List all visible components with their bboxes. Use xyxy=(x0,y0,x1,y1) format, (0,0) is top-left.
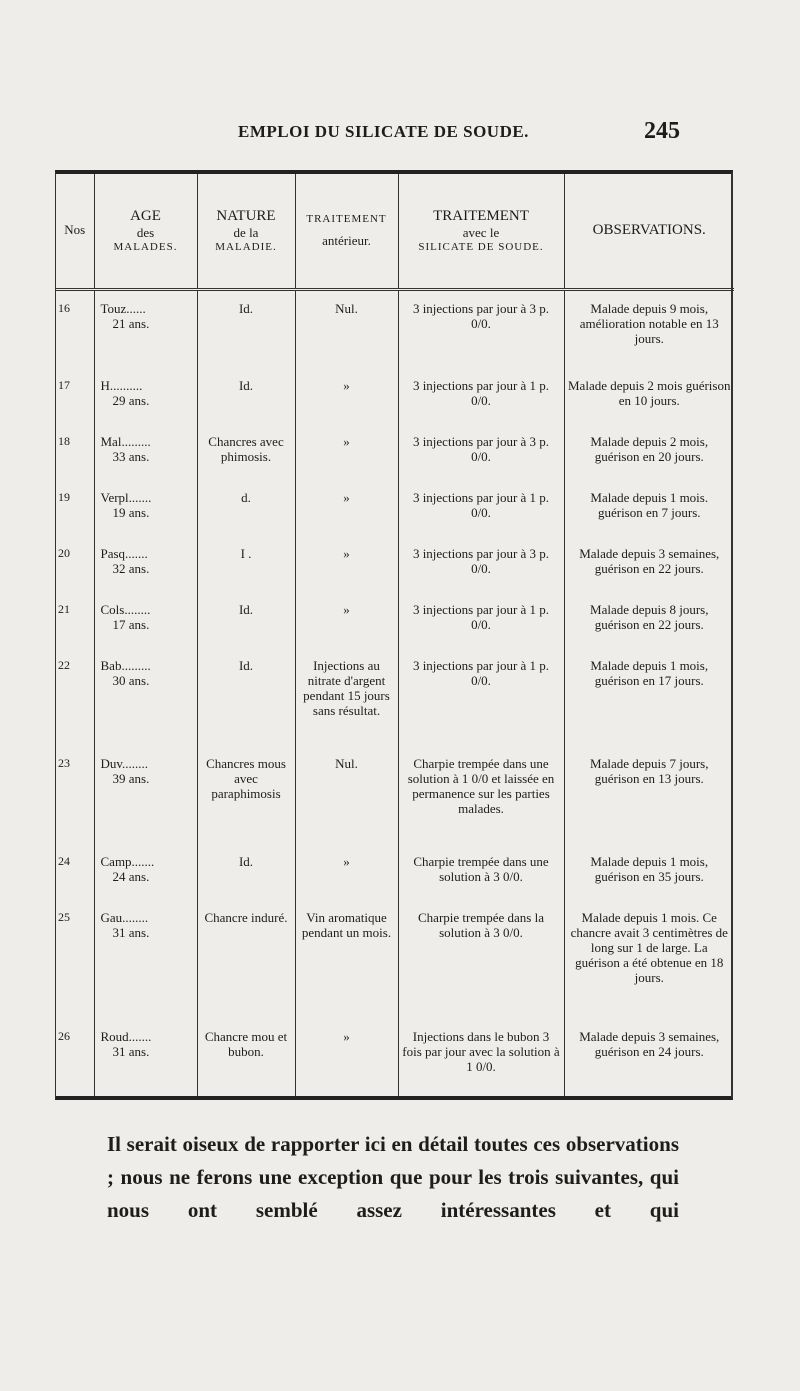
anterior-treatment: » xyxy=(295,480,398,536)
table-body xyxy=(56,289,734,1096)
anterior-treatment: » xyxy=(295,368,398,424)
patient-name: Duv........ xyxy=(100,755,149,771)
observation-cell: Malade depuis 1 mois. Ce chancre avait 3 centimètres de long sur 1 de large. La guérison a été obtenue en 18 jours. xyxy=(564,900,734,1019)
disease-nature: Id. xyxy=(197,844,295,900)
silicate-treatment: Charpie trempée dans une solution à 3 0/0. xyxy=(398,844,564,900)
anterior-treatment: Nul. xyxy=(295,289,398,368)
header-num: Nos xyxy=(56,174,94,289)
patient-age: 31 ans. xyxy=(112,924,150,940)
patient-name: Roud....... xyxy=(100,1028,152,1044)
observation-cell: Malade depuis 1 mois, guérison en 35 jours. xyxy=(564,844,734,900)
header-treatment: TRAITEMENT avec le SILICATE DE SOUDE. xyxy=(398,174,564,289)
table-header-row xyxy=(56,174,734,289)
row-number: 24 xyxy=(58,853,70,868)
silicate-treatment: Injections dans le bubon 3 fois par jour avec la solution à 1 0/0. xyxy=(398,1019,564,1096)
patient-age: 32 ans. xyxy=(112,561,150,577)
observation-cell: Malade depuis 9 mois, amélioration notable en 13 jours. xyxy=(564,289,734,368)
observation-cell: Malade depuis 2 mois guérison en 10 jours. xyxy=(564,368,734,424)
observation-cell: Malade depuis 1 mois, guérison en 17 jours. xyxy=(564,648,734,746)
patient-age: 24 ans. xyxy=(112,868,150,884)
row-number: 21 xyxy=(58,602,70,617)
patient-age: 30 ans. xyxy=(112,673,150,688)
patient-cell xyxy=(94,289,197,368)
patient-age: 19 ans. xyxy=(112,505,150,521)
silicate-treatment: 3 injections par jour à 1 p. 0/0. xyxy=(398,648,564,746)
row-number: 22 xyxy=(58,658,70,672)
patient-cell xyxy=(94,424,197,480)
row-number: 16 xyxy=(58,300,70,315)
observations-table xyxy=(55,170,733,1100)
patient-cell xyxy=(94,480,197,536)
anterior-treatment: Vin aromatique pendant un mois. xyxy=(295,900,398,1019)
row-number: 23 xyxy=(58,755,70,770)
observation-cell: Malade depuis 3 semaines, guérison en 22 jours. xyxy=(564,536,734,592)
disease-nature: Chancre mou et bubon. xyxy=(197,1019,295,1096)
patient-age: 31 ans. xyxy=(112,1043,150,1059)
anterior-treatment: » xyxy=(295,424,398,480)
observation-cell: Malade depuis 7 jours, guérison en 13 jours. xyxy=(564,746,734,844)
disease-nature: Chancres avec phimosis. xyxy=(197,424,295,480)
anterior-treatment: » xyxy=(295,844,398,900)
silicate-treatment: 3 injections par jour à 1 p. 0/0. xyxy=(398,368,564,424)
silicate-treatment: 3 injections par jour à 1 p. 0/0. xyxy=(398,480,564,536)
table-row xyxy=(56,480,734,536)
patient-cell xyxy=(94,536,197,592)
observation-cell: Malade depuis 1 mois. guérison en 7 jours. xyxy=(564,480,734,536)
row-number: 25 xyxy=(58,909,70,924)
table-row xyxy=(56,900,734,1019)
patient-cell xyxy=(94,900,197,1019)
patient-cell xyxy=(94,844,197,900)
page-number: 245 xyxy=(644,118,680,144)
disease-nature: Id. xyxy=(197,592,295,648)
table-row xyxy=(56,648,734,746)
disease-nature: Chancre induré. xyxy=(197,900,295,1019)
disease-nature: Id. xyxy=(197,368,295,424)
silicate-treatment: Charpie trempée dans la solution à 3 0/0. xyxy=(398,900,564,1019)
silicate-treatment: 3 injections par jour à 3 p. 0/0. xyxy=(398,536,564,592)
patient-name: Gau........ xyxy=(100,909,149,925)
table-row xyxy=(56,536,734,592)
patient-name: Bab......... xyxy=(100,658,151,673)
row-number: 26 xyxy=(58,1028,70,1043)
patient-age: 21 ans. xyxy=(112,315,150,331)
disease-nature: Id. xyxy=(197,289,295,368)
patient-age: 39 ans. xyxy=(112,770,150,786)
patient-cell xyxy=(94,648,197,746)
patient-cell xyxy=(94,368,197,424)
table-row xyxy=(56,368,734,424)
patient-name: H.......... xyxy=(100,378,143,394)
table-row xyxy=(56,746,734,844)
row-number: 20 xyxy=(58,546,70,561)
patient-cell xyxy=(94,1019,197,1096)
anterior-treatment: Nul. xyxy=(295,746,398,844)
patient-age: 29 ans. xyxy=(112,393,150,409)
anterior-treatment: » xyxy=(295,536,398,592)
patient-name: Pasq....... xyxy=(100,546,148,562)
patient-cell xyxy=(94,746,197,844)
table-row xyxy=(56,844,734,900)
table-row xyxy=(56,592,734,648)
anterior-treatment: » xyxy=(295,1019,398,1096)
silicate-treatment: 3 injections par jour à 3 p. 0/0. xyxy=(398,424,564,480)
observation-cell: Malade depuis 2 mois, guérison en 20 jours. xyxy=(564,424,734,480)
patient-name: Verpl....... xyxy=(100,490,152,506)
disease-nature: I . xyxy=(197,536,295,592)
page-header xyxy=(0,118,800,152)
row-number: 18 xyxy=(58,434,70,449)
row-number: 19 xyxy=(58,490,70,505)
silicate-treatment: 3 injections par jour à 1 p. 0/0. xyxy=(398,592,564,648)
disease-nature: Id. xyxy=(197,648,295,746)
silicate-treatment: Charpie trempée dans une solution à 1 0/0 et laissée en permanence sur les parties malades. xyxy=(398,746,564,844)
patient-age: 17 ans. xyxy=(112,617,150,633)
observation-cell: Malade depuis 3 semaines, guérison en 24 jours. xyxy=(564,1019,734,1096)
patient-name: Mal......... xyxy=(100,434,151,450)
body-paragraph: Il serait oiseux de rapporter ici en détail toutes ces observations ; nous ne ferons une exception que pour les trois suivantes, qui nous ont semblé assez intéressantes et qui xyxy=(107,1132,679,1222)
patient-name: Camp....... xyxy=(100,853,155,869)
anterior-treatment: Injections au nitrate d'argent pendant 15 jours sans résultat. xyxy=(295,648,398,746)
patient-name: Touz...... xyxy=(100,300,146,316)
disease-nature: Chancres mous avec paraphimosis xyxy=(197,746,295,844)
header-age: AGE des MALADES. xyxy=(94,174,197,289)
header-anterior: TRAITEMENT antérieur. xyxy=(295,174,398,289)
header-observations: OBSERVATIONS. xyxy=(564,174,734,289)
running-title: EMPLOI DU SILICATE DE SOUDE. xyxy=(238,122,529,141)
patient-cell xyxy=(94,592,197,648)
anterior-treatment: » xyxy=(295,592,398,648)
disease-nature: d. xyxy=(197,480,295,536)
observation-cell: Malade depuis 8 jours, guérison en 22 jours. xyxy=(564,592,734,648)
row-number: 17 xyxy=(58,378,70,393)
patient-age: 33 ans. xyxy=(112,449,150,465)
patient-name: Cols........ xyxy=(100,602,151,618)
table-row xyxy=(56,1019,734,1096)
header-nature: NATURE de la MALADIE. xyxy=(197,174,295,289)
table-row xyxy=(56,424,734,480)
silicate-treatment: 3 injections par jour à 3 p. 0/0. xyxy=(398,289,564,368)
table-row xyxy=(56,289,734,368)
